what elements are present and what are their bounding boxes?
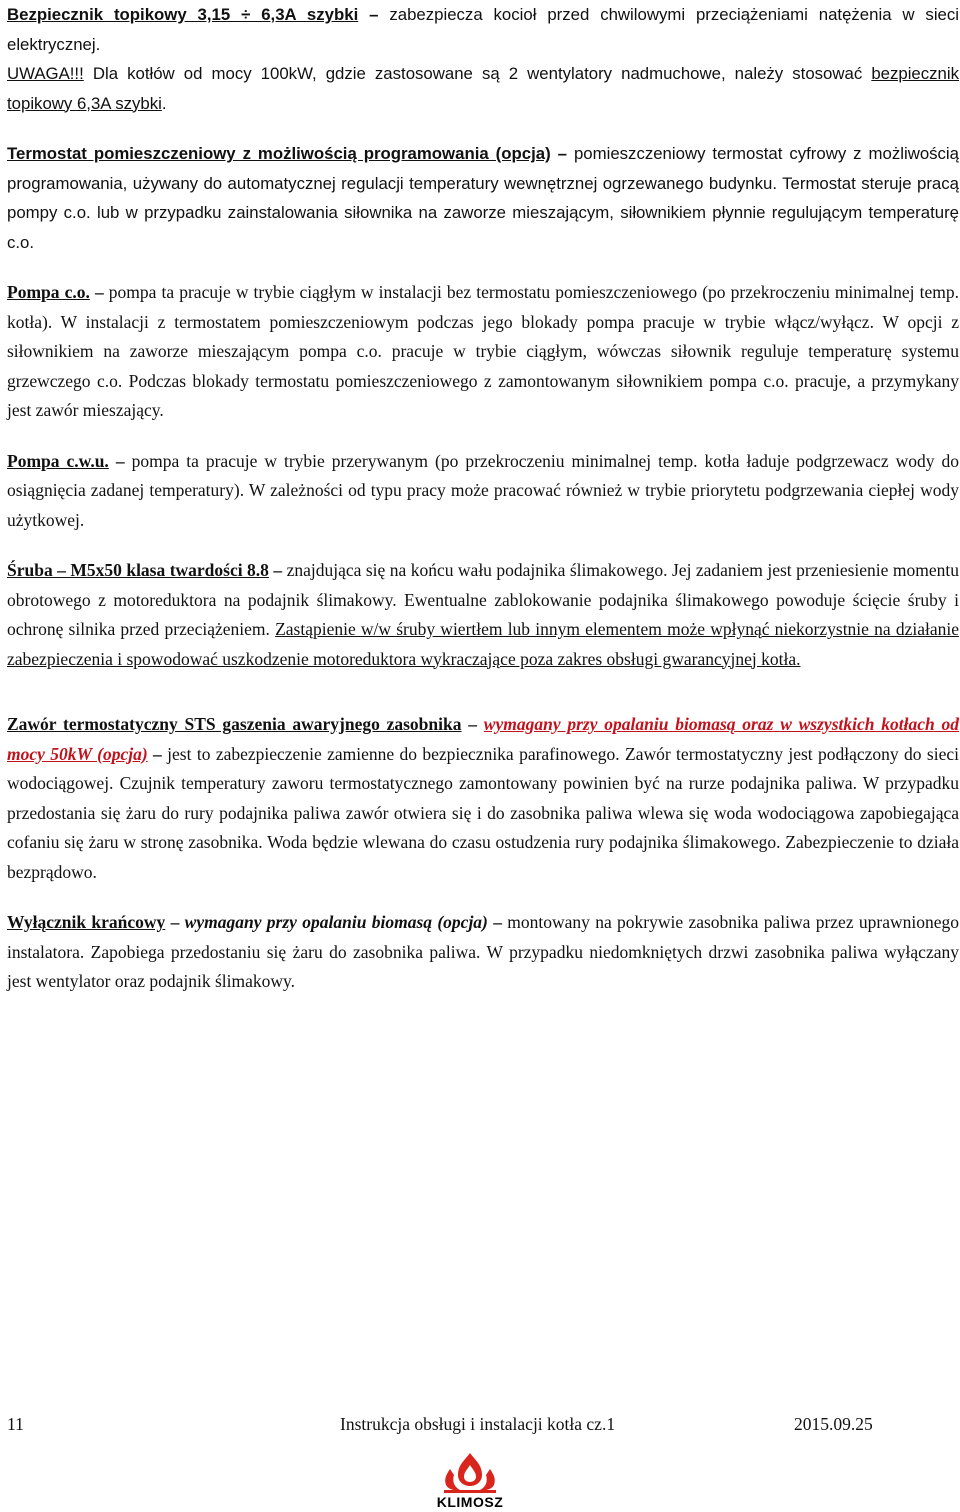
paragraph-bolt — [7, 556, 959, 674]
warning-fuse: bezpiecznik topikowy 6,3A szybki — [7, 64, 959, 113]
flame-logo-icon — [420, 1451, 520, 1495]
pump-cwu-text: pompa ta pracuje w trybie przerywanym (po przekroczeniu minimalnej temp. kotła ładuje podgrzewacz wody do osiągnięcia zadanej temperatury). W zależności od typu pracy może pracować również w trybie priorytetu podgrzewania ciepłej wody użytkowej. — [7, 450, 959, 530]
logo-wordmark: KLIMOSZ — [436, 1494, 504, 1510]
limit-switch-dash-2: – — [487, 912, 508, 932]
paragraph-pump-cwu — [7, 447, 959, 536]
warning-text: Dla kotłów od mocy 100kW, gdzie zastosowane są 2 wentylatory nadmuchowe, należy stosować — [83, 64, 872, 83]
limit-switch-requirement: wymagany przy opalaniu biomasą (opcja) — [184, 912, 488, 932]
bolt-dash: – — [268, 560, 287, 580]
document-date: 2015.09.25 — [794, 1414, 873, 1434]
pump-cwu-heading: Pompa c.w.u. — [7, 450, 109, 471]
valve-requirement: wymagany przy opalaniu biomasą oraz w wszystkich kotłach od mocy 50kW (opcja) — [7, 714, 959, 764]
paragraph-thermostat — [7, 139, 959, 257]
bolt-text: znajdująca się na końcu wału podajnika ślimakowego. Jej zadaniem jest przeniesienie momentu obrotowego z motoreduktora na podajnik ślimakowy. Ewentualne zablokowanie podajnika ślimakowego powoduje ścięcie śruby i ochronę silnika przed przeciążeniem. — [7, 560, 959, 639]
document-title: Instrukcja obsługi i instalacji kotła cz.1 — [340, 1414, 616, 1434]
valve-heading: Zawór termostatyczny STS gaszenia awaryjnego zasobnika — [7, 714, 462, 734]
limit-switch-dash: – — [165, 912, 185, 932]
bolt-warning: Zastąpienie w/w śruby wiertłem lub innym elementem może wpłynąć niekorzystnie na działanie zabezpieczenia i spowodować uszkodzenie motoreduktora wykraczające poza zakres obsługi gwarancyjnej kotła. — [7, 619, 959, 669]
paragraph-fuse — [7, 0, 959, 118]
limit-switch-text: montowany na pokrywie zasobnika paliwa przez uprawnionego instalatora. Zapobiega przedostaniu się żaru do zasobnika paliwa. W przypadku niedomkniętych drzwi zasobnika paliwa wyłączany jest wentylator oraz podajnik ślimakowy. — [7, 912, 960, 991]
pump-cwu-dash: – — [108, 450, 132, 471]
valve-text: jest to zabezpieczenie zamienne do bezpiecznika parafinowego. Zawór termostatyczny jest podłączony do sieci wodociągowej. Czujnik temperatury zaworu termostatycznego zamontowany powinien być na rurze podajnika paliwa. W przypadku przedostania się żaru do rury podajnika paliwa zawór otwiera się i do zasobnika paliwa wlewa się woda wodociągowa zapobiegająca cofaniu się żaru w stronę zasobnika. Woda będzie wlewana do czasu ostudzenia rury podajnika ślimakowego. Zabezpieczenie to działa bezprądowo. — [7, 743, 959, 882]
paragraph-pump-co — [7, 278, 959, 426]
page-footer — [7, 1414, 959, 1444]
warning-label: UWAGA!!! — [7, 64, 84, 83]
thermostat-heading: Termostat pomieszczeniowy z możliwością programowania (opcja) — [7, 144, 551, 163]
fuse-text: zabezpiecza kocioł przed chwilowymi przeciążeniami natężenia w sieci elektrycznej. — [7, 5, 959, 54]
warning-end: . — [161, 93, 167, 113]
page-number: 11 — [7, 1414, 24, 1434]
valve-dash: – — [461, 714, 484, 734]
paragraph-limit-switch — [7, 908, 959, 997]
paragraph-valve — [7, 710, 959, 887]
fuse-dash: – — [358, 5, 390, 24]
fuse-heading: Bezpiecznik topikowy 3,15 ÷ 6,3A szybki — [7, 5, 359, 24]
thermostat-dash: – — [550, 144, 574, 163]
document-body — [7, 0, 959, 997]
pump-co-text: pompa ta pracuje w trybie ciągłym w instalacji bez termostatu pomieszczeniowego (po przekroczeniu minimalnej temp. kotła). W instalacji z termostatem pomieszczeniowym podczas jego blokady pompa pracuje w trybie włącz/wyłącz. W opcji z siłownikiem na zaworze mieszającym pompa c.o. pracuje w trybie ciągłym, wówczas siłownik reguluje temperaturę systemu grzewczego c.o. Podczas blokady termostatu pomieszczeniowego z zamontowanym siłownikiem pompa c.o. pracuje, a przymykany jest zawór mieszający. — [7, 282, 959, 420]
thermostat-text: pomieszczeniowy termostat cyfrowy z możliwością programowania, używany do automatycznej regulacji temperatury wewnętrznej ogrzewanego budynku. Termostat steruje pracą pompy c.o. lub w przypadku zainstalowania siłownika na zaworze mieszającym, siłownikiem płynnie regulującym temperaturę c.o. — [7, 144, 959, 252]
company-logo — [420, 1451, 520, 1511]
bolt-heading: Śruba – M5x50 klasa twardości 8.8 — [7, 560, 269, 580]
valve-dash-2: – — [147, 743, 168, 764]
limit-switch-heading: Wyłącznik krańcowy — [7, 912, 166, 932]
pump-co-heading: Pompa c.o. — [7, 282, 90, 302]
pump-co-dash: – — [89, 282, 109, 302]
